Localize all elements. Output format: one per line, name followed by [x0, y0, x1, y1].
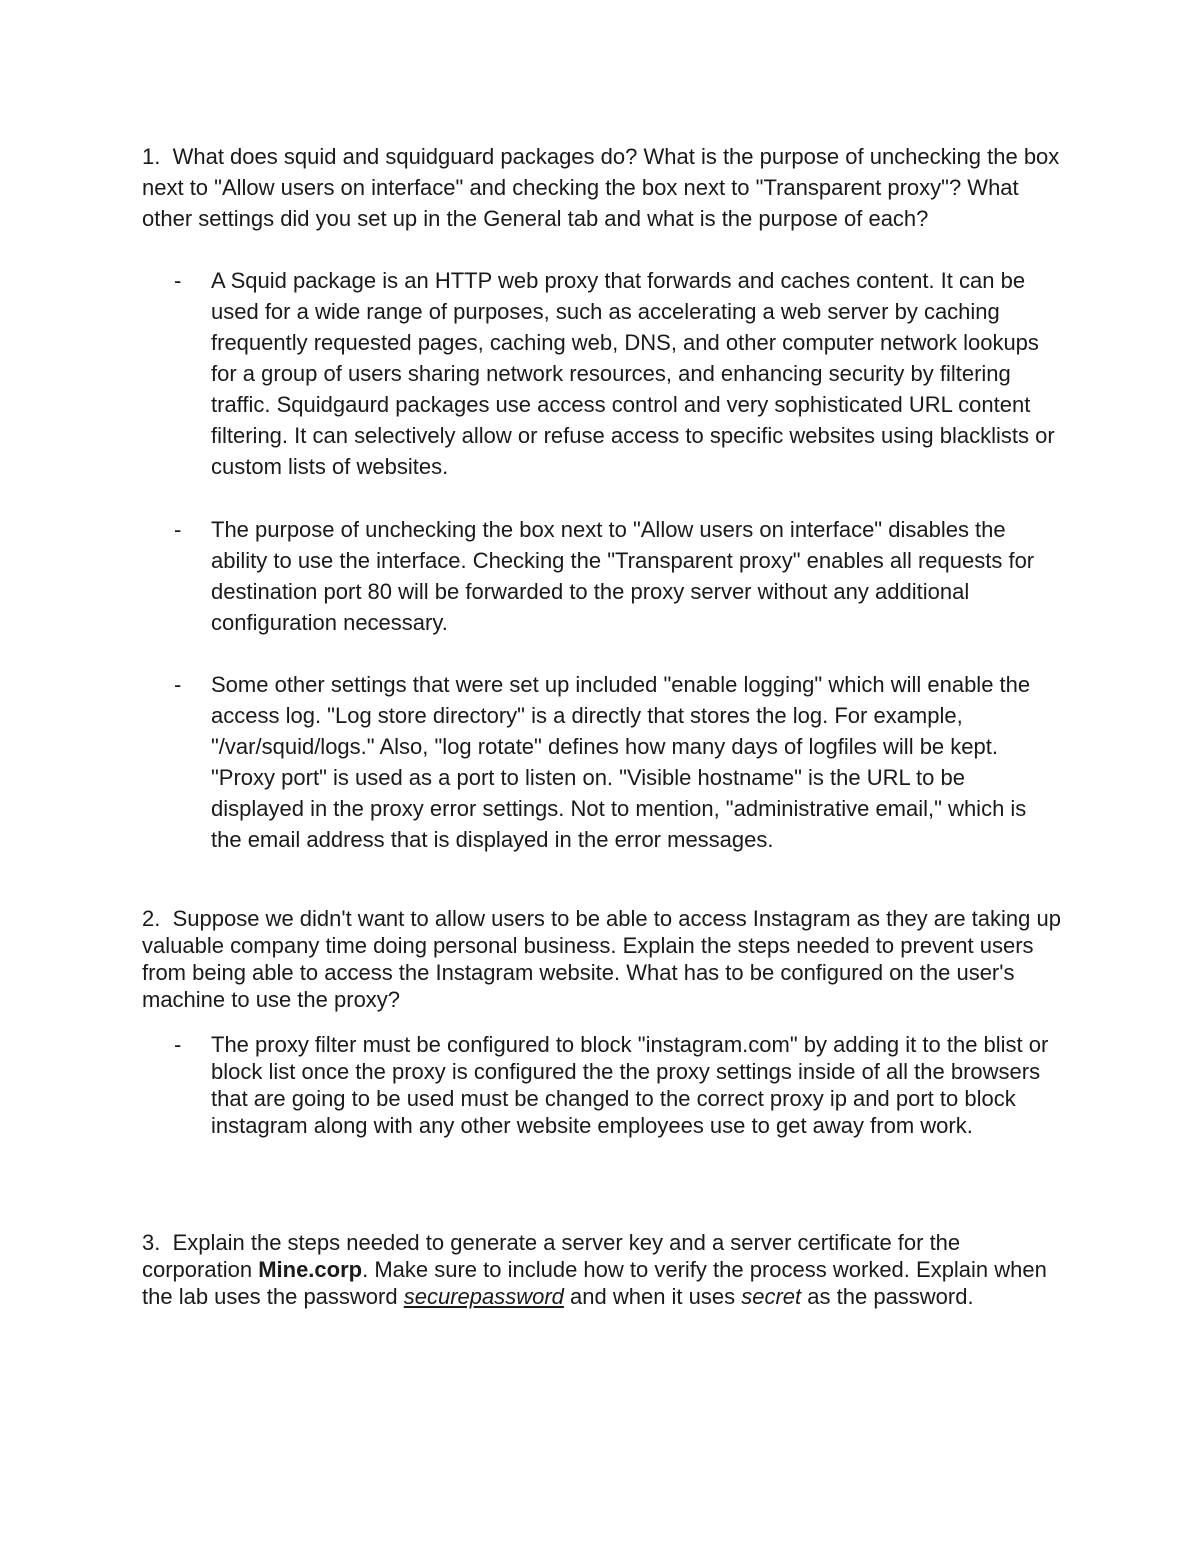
- question-2: [142, 905, 1062, 1013]
- question-number: 1.: [142, 144, 161, 169]
- bullet-dash: -: [174, 268, 182, 293]
- question-number: 2.: [142, 906, 161, 931]
- question-text: Suppose we didn't want to allow users to be able to access Instagram as they are taking up valuable company time doing personal business. Explain the steps needed to prevent users from being able to access the Instagram website. What has to be configured on the user's machine to use the proxy?: [142, 906, 1061, 1012]
- question-text-part: and when it uses: [563, 1284, 742, 1309]
- bullet-dash: -: [174, 672, 182, 697]
- question-text-part: as the password.: [801, 1284, 974, 1309]
- question-number: 3.: [142, 1230, 161, 1255]
- question-3: [142, 1229, 1062, 1310]
- question-text-part: . Make sure to include how to verify the process worked. Explain when the lab uses the password: [142, 1257, 1047, 1309]
- question-text: What does squid and squidguard packages do? What is the purpose of unchecking the box next to "Allow users on interface" and checking the box next to "Transparent proxy"? What other settings did you set up in the General tab and what is the purpose of each?: [142, 144, 1060, 231]
- italic-term: secret: [741, 1284, 802, 1309]
- answer-text: Some other settings that were set up included "enable logging" which will enable the access log. "Log store directory" is a directly that stores the log. For example, "/var/squid/logs." Also, "log rotate" defines how many days of logfiles will be kept. "Proxy port" is used as a port to listen on. "Visible hostname" is the URL to be displayed in the proxy error settings. Not to mention, "administrative email," which is the email address that is displayed in the error messages.: [211, 672, 1031, 852]
- answer-text: A Squid package is an HTTP web proxy that forwards and caches content. It can be used for a wide range of purposes, such as accelerating a web server by caching frequently requested pages, caching web, DNS, and other computer network lookups for a group of users sharing network resources, and enhancing security by filtering traffic. Squidgaurd packages use access control and very sophisticated URL content filtering. It can selectively allow or refuse access to specific websites using blacklists or custom lists of websites.: [211, 268, 1055, 479]
- question-1: [142, 141, 1062, 234]
- question-text-part: Explain the steps needed to generate a server key and a server certificate for the corporation: [142, 1230, 961, 1282]
- bold-term: Mine.corp: [258, 1257, 363, 1282]
- answer-text: The proxy filter must be configured to block "instagram.com" by adding it to the blist or block list once the proxy is configured the the proxy settings inside of all the browsers that are going to be used must be changed to the correct proxy ip and port to block instagram along with any other website employees use to get away from work.: [211, 1032, 1049, 1138]
- bullet-dash: -: [174, 517, 182, 542]
- answer-text: The purpose of unchecking the box next to "Allow users on interface" disables the ability to use the interface. Checking the "Transparent proxy" enables all requests for destination port 80 will be forwarded to the proxy server without any additional configuration necessary.: [211, 517, 1035, 635]
- bullet-dash: -: [174, 1032, 182, 1057]
- underlined-term: securepassword: [403, 1284, 564, 1309]
